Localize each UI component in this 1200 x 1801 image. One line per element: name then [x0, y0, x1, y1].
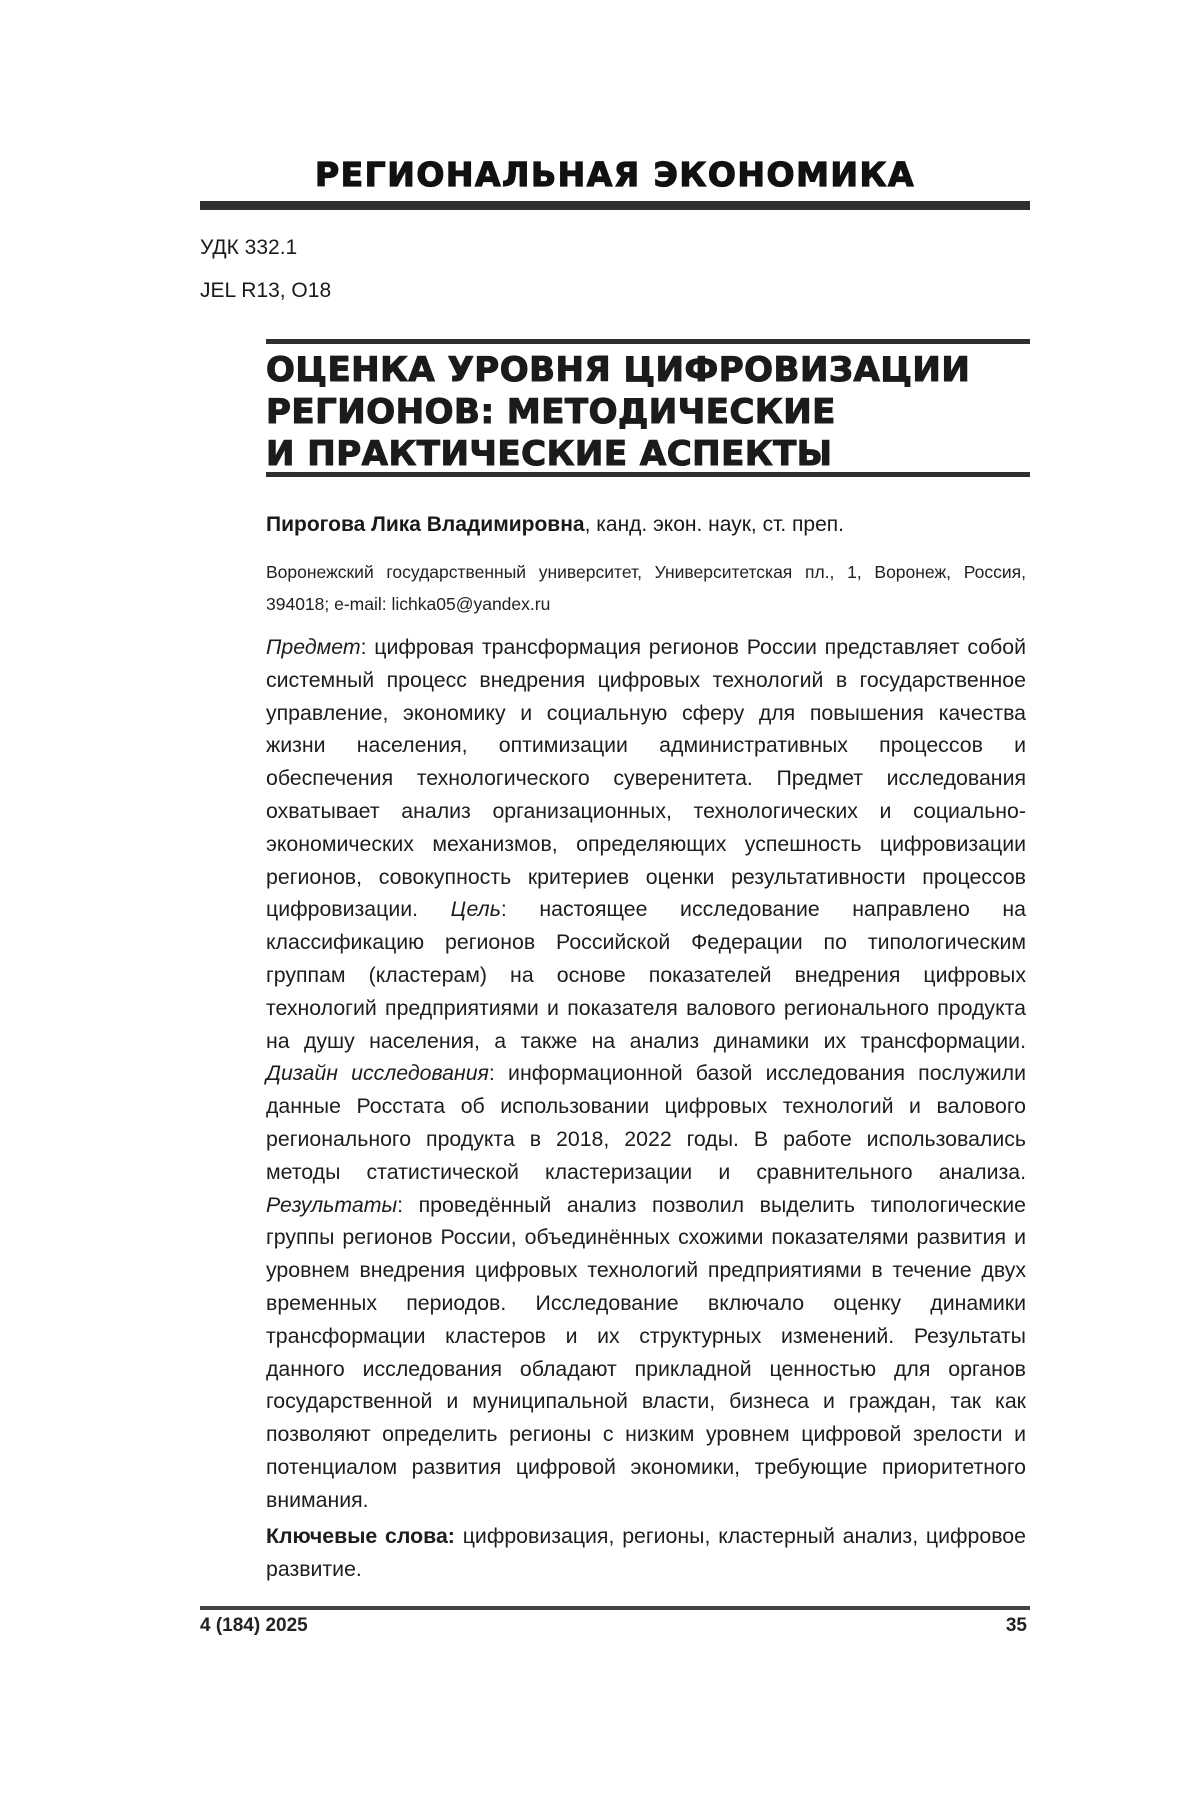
abstract-design-label: Дизайн исследования [266, 1061, 489, 1085]
keywords-label: Ключевые слова: [266, 1524, 455, 1548]
abstract-goal-text: : настоящее исследование направлено на классификацию регионов Российской Федерации по типологическим группам (кластерам) на основе показателей внедрения цифровых технологий предприятиями и показателя валового регионального продукта на душу населения, а также на анализ динамики их трансформации. [266, 897, 1026, 1052]
udc-code: УДК 332.1 [200, 236, 297, 260]
keywords [266, 1520, 1026, 1586]
abstract [266, 631, 1026, 1517]
footer-rule [200, 1606, 1030, 1610]
title-top-rule [266, 339, 1030, 344]
section-title: РЕГИОНАЛЬНАЯ ЭКОНОМИКА [200, 155, 1030, 194]
abstract-subject-text: : цифровая трансформация регионов России представляет собой системный процесс внедрения цифровых технологий в государственное управление, экономику и социальную сферу для повышения качества жизни населения, оптимизации административных процессов и обеспечения технологического суверенитета. Предмет исследования охватывает анализ организационных, технологических и социально-экономических механизмов, определяющих успешность цифровизации регионов, совокупность критериев оценки результативности процессов цифровизации. [266, 635, 1026, 921]
article-title [266, 349, 1026, 475]
abstract-design-text: : информационной базой исследования послужили данные Росстата об использовании цифровых технологий и валового регионального продукта в 2018, 2022 годы. В работе использовались методы статистической кластеризации и сравнительного анализа. [266, 1061, 1026, 1183]
footer-page-number: 35 [1006, 1615, 1027, 1637]
affiliation: Воронежский государственный университет, Университетская пл., 1, Воронеж, Россия, 394018; e-mail: lichka05@yandex.ru [266, 556, 1026, 620]
abstract-results-label: Результаты [266, 1193, 397, 1217]
title-line-2: РЕГИОНОВ: МЕТОДИЧЕСКИЕ [266, 391, 1026, 433]
abstract-goal-label: Цель [451, 897, 501, 921]
title-bottom-rule [266, 472, 1030, 477]
author-name: Пирогова Лика Владимировна [266, 513, 585, 536]
jel-code: JEL R13, O18 [200, 279, 331, 303]
title-line-1: ОЦЕНКА УРОВНЯ ЦИФРОВИЗАЦИИ [266, 349, 1026, 391]
author-degree: , канд. экон. наук, ст. преп. [585, 513, 844, 536]
footer-issue: 4 (184) 2025 [200, 1615, 308, 1637]
title-line-3: И ПРАКТИЧЕСКИЕ АСПЕКТЫ [266, 433, 1026, 475]
section-title-rule [200, 201, 1030, 210]
abstract-subject-label: Предмет [266, 635, 361, 659]
abstract-results-text: : проведённый анализ позволил выделить типологические группы регионов России, объединённых схожими показателями развития и уровнем внедрения цифровых технологий предприятиями в течение двух временных периодов. Исследование включало оценку динамики трансформации кластеров и их структурных изменений. Результаты данного исследования обладают прикладной ценностью для органов государственной и муниципальной власти, бизнеса и граждан, так как позволяют определить регионы с низким уровнем цифровой зрелости и потенциалом развития цифровой экономики, требующие приоритетного внимания. [266, 1193, 1026, 1512]
author-line [266, 513, 1026, 537]
keywords-text: цифровизация, регионы, кластерный анализ, цифровое развитие. [266, 1524, 1026, 1581]
